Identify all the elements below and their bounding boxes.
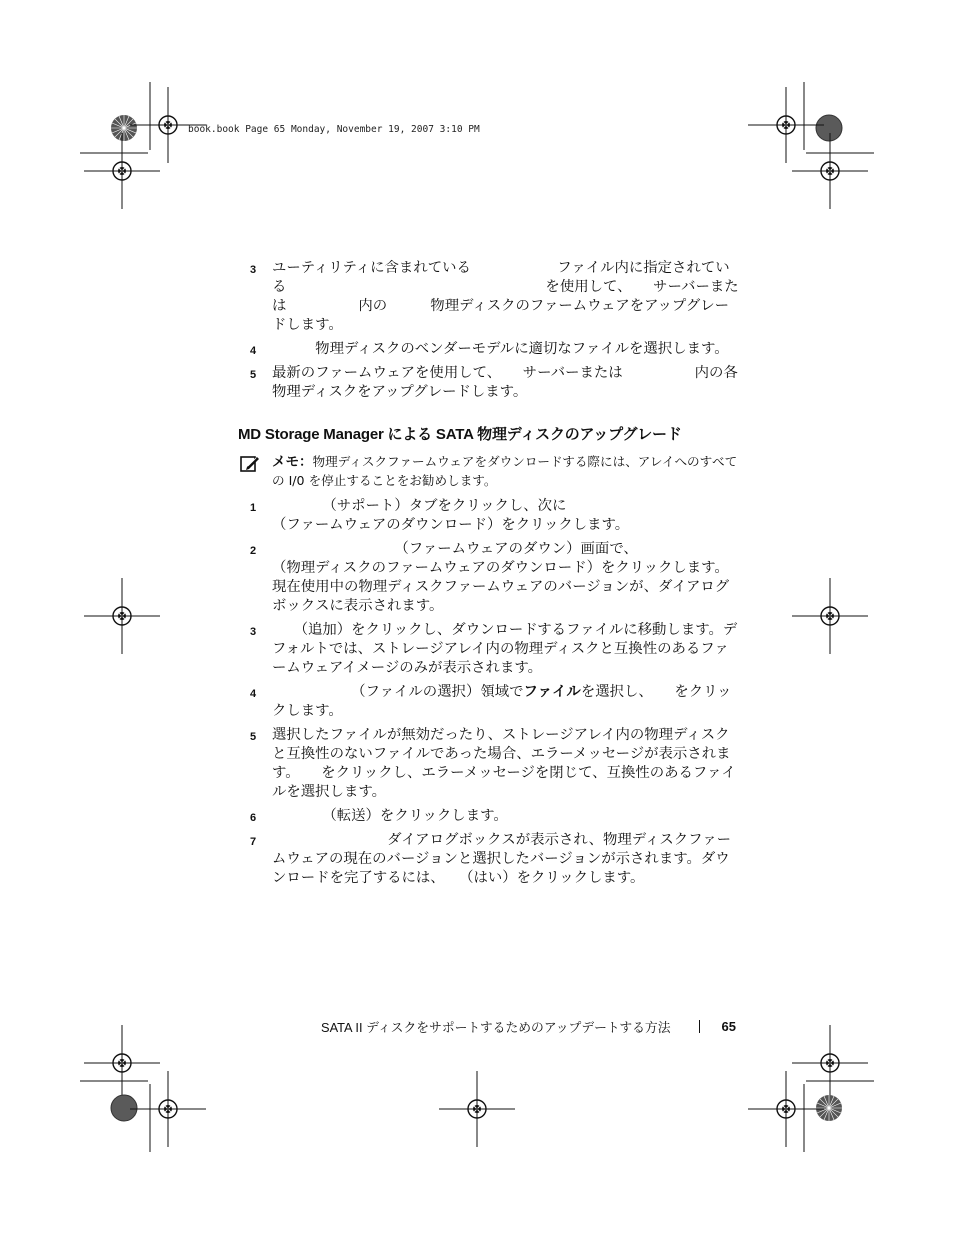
step-item xyxy=(238,259,743,335)
step-text: （転送）をクリックします。 xyxy=(272,808,508,824)
step-item xyxy=(238,807,743,826)
note-label: メモ： xyxy=(272,454,313,470)
step-item xyxy=(238,540,876,616)
print-header: book.book Page 65 Monday, November 19, 2007 3:10 PM xyxy=(188,124,480,135)
step-item xyxy=(238,364,782,402)
step-item xyxy=(238,621,743,678)
step-text: （追加）をクリックし、ダウンロードするファイルに移動します。デフォルトでは、ストレージアレイ内の物理ディスクと互換性のあるファームウェアイメージのみが表示されます。 xyxy=(272,622,738,676)
step-item xyxy=(238,726,743,802)
step-number: 6 xyxy=(250,812,257,824)
step-number: 1 xyxy=(250,502,257,514)
step-text-before: （ファイルの選択）領域で xyxy=(272,684,524,700)
note-text: 物理ディスクファームウェアをダウンロードする際には、アレイへのすべての I/0 を停止することをお勧めします。 xyxy=(272,454,738,488)
section-heading: MD Storage Manager による SATA 物理ディスクのアップグレード xyxy=(238,426,682,443)
step-number: 7 xyxy=(250,836,257,848)
step-text: 物理ディスクのベンダーモデルに適切なファイルを選択します。 xyxy=(272,341,729,357)
step-text: 選択したファイルが無効だったり、ストレージアレイ内の物理ディスクと互換性のないファイルであった場合、エラーメッセージが表示されます。 をクリックし、エラーメッセージを閉じて、互換性のあるファイルを選択します。 xyxy=(272,727,736,800)
footer-title: SATA II ディスクをサポートするためのアップデートする方法 xyxy=(321,1020,671,1035)
step-number: 5 xyxy=(250,731,257,743)
step-text: 最新のファームウェアを使用して、 サーバーまたは 内の各 物理ディスクをアップグレードします。 xyxy=(272,365,782,400)
step-item xyxy=(238,340,743,359)
step-item xyxy=(238,831,743,888)
step-text: （ファームウェアのダウン）画面で、 （物理ディスクのファームウェアのダウンロード）をクリックします。現在使用中の物理ディスクファームウェアのバージョンが、ダイアログボックスに表示されます。 xyxy=(272,541,876,614)
page-number: 65 xyxy=(721,1019,736,1034)
step-number: 3 xyxy=(250,264,257,276)
page-content xyxy=(238,259,876,893)
page-footer xyxy=(321,1017,736,1036)
step-number: 5 xyxy=(250,369,257,381)
step-text: ユーティリティに含まれている ファイル内に指定されている を使用して、 サーバーまたは 内の 物理ディスクのファームウェアをアップグレードします。 xyxy=(272,260,739,333)
step-number: 4 xyxy=(250,345,257,357)
step-text-bold: ファイル xyxy=(523,684,581,700)
step-text: ダイアログボックスが表示され、物理ディスクファームウェアの現在のバージョンと選択したバージョンが示されます。ダウンロードを完了するには、 （はい）をクリックします。 xyxy=(272,832,732,886)
step-number: 3 xyxy=(250,626,257,638)
step-number: 2 xyxy=(250,545,257,557)
step-text: （サポート）タブをクリックし、次に （ファームウェアのダウンロード）をクリックします。 xyxy=(272,498,783,533)
pencil-note-icon xyxy=(240,454,260,474)
note-box xyxy=(238,453,743,489)
step-item xyxy=(238,497,783,535)
step-number: 4 xyxy=(250,688,257,700)
step-text xyxy=(272,683,743,721)
step-item xyxy=(238,683,743,721)
footer-separator xyxy=(699,1020,700,1033)
step-text-after: を選択し、 をクリックします。 xyxy=(272,684,732,719)
